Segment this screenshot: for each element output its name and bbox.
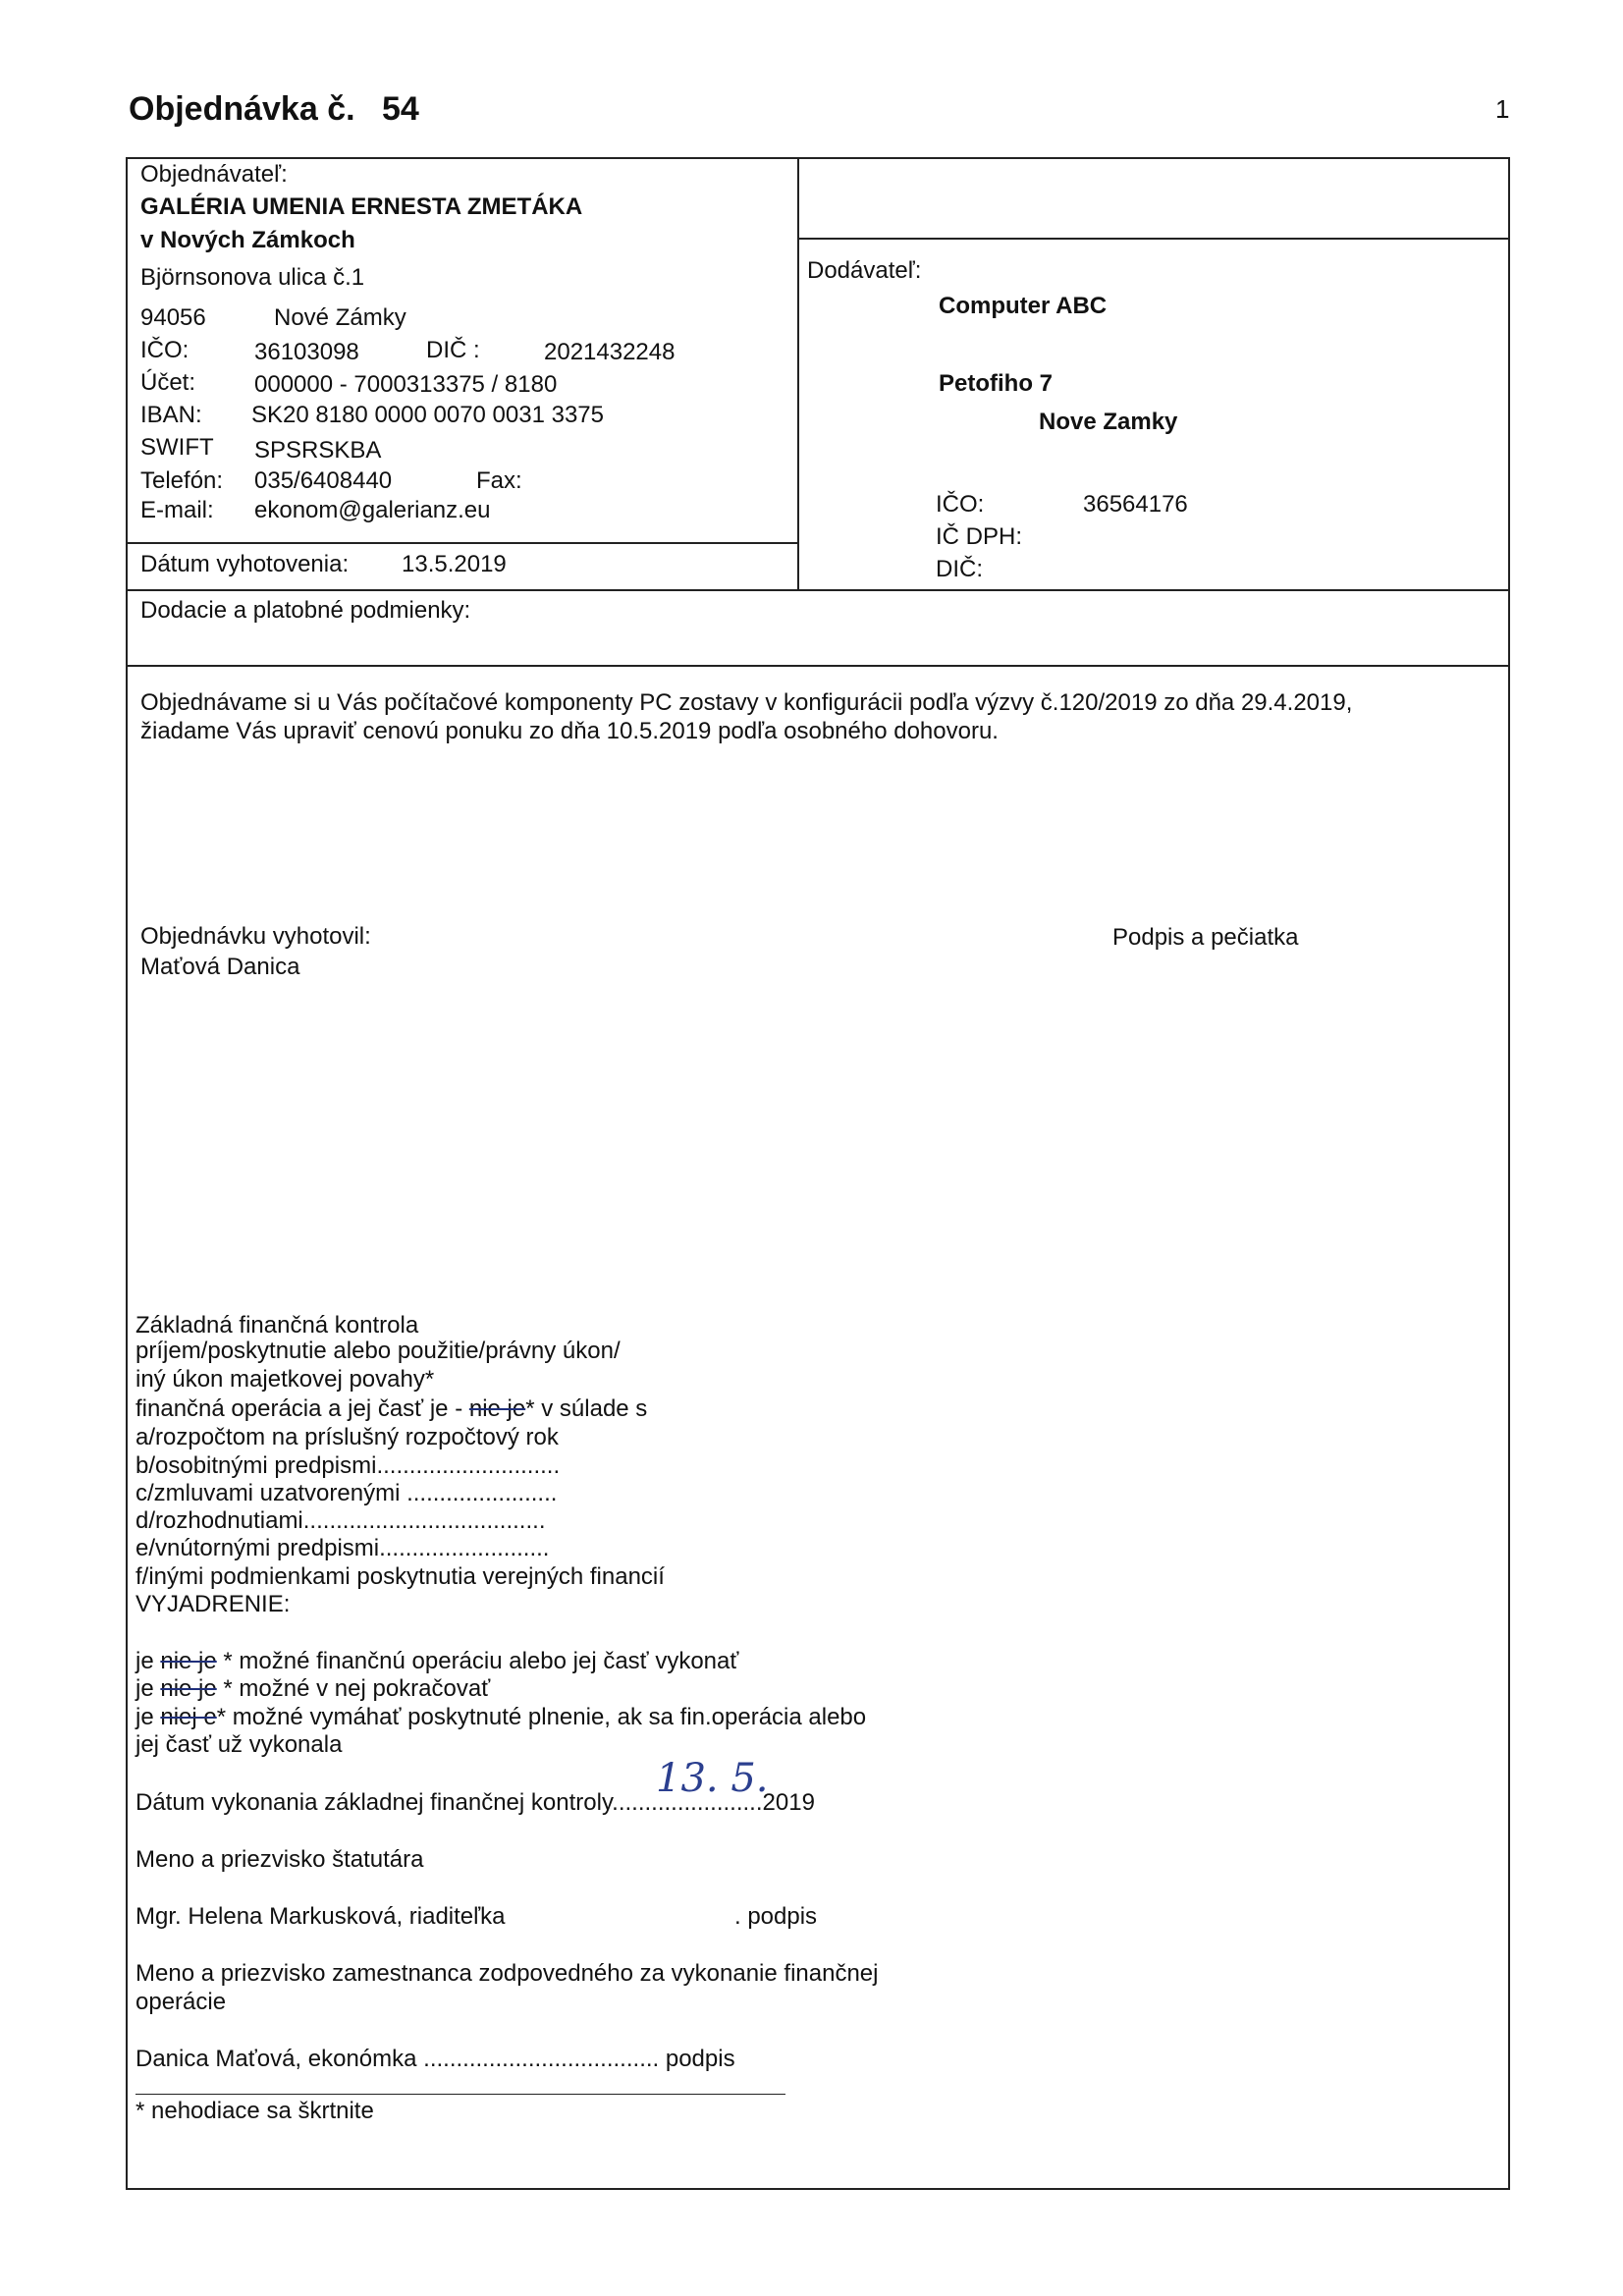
buyer-phone-label: Telefón: xyxy=(140,467,224,494)
statutory-signature: . podpis xyxy=(734,1903,818,1930)
operation-text: finančná operácia a jej časť je - xyxy=(135,1395,469,1422)
statement-1-a: je xyxy=(135,1648,161,1674)
statement-2 xyxy=(135,1675,490,1703)
buyer-iban-label: IBAN: xyxy=(140,402,202,428)
control-item-e: e/vnútornými predpismi.......................... xyxy=(135,1535,550,1561)
control-item-d: d/rozhodnutiami..................................... xyxy=(135,1507,546,1534)
control-item-b: b/osobitnými predpismi............................ xyxy=(135,1452,561,1479)
operation-struck: nie je xyxy=(468,1395,526,1422)
buyer-fax-label: Fax: xyxy=(476,467,522,494)
info-bottom-line xyxy=(126,589,1510,591)
frame-bottom xyxy=(126,2188,1510,2190)
buyer-name: GALÉRIA UMENIA ERNESTA ZMETÁKA xyxy=(140,193,583,220)
supplier-name: Computer ABC xyxy=(939,293,1108,319)
statement-3 xyxy=(135,1704,866,1731)
statement-1-struck: nie je xyxy=(160,1648,217,1674)
supplier-dic-label: DIČ: xyxy=(936,556,983,582)
issue-date: 13.5.2019 xyxy=(402,551,507,577)
terms-bottom-line xyxy=(126,665,1510,667)
supplier-ico: 36564176 xyxy=(1083,491,1188,518)
control-line-1: Základná finančná kontrola xyxy=(135,1312,419,1339)
control-item-c: c/zmluvami uzatvorenými ....................... xyxy=(135,1480,558,1506)
statement-3-continued: jej časť už vykonala xyxy=(135,1731,343,1758)
buyer-iban: SK20 8180 0000 0070 0031 3375 xyxy=(251,402,605,428)
buyer-ico: 36103098 xyxy=(254,339,359,365)
buyer-swift: SPSRSKBA xyxy=(254,437,382,464)
control-line-3: iný úkon majetkovej povahy* xyxy=(135,1366,435,1393)
control-item-a: a/rozpočtom na príslušný rozpočtový rok xyxy=(135,1424,559,1450)
statement-2-b: * možné v nej pokračovať xyxy=(216,1675,491,1702)
buyer-street: Björnsonova ulica č.1 xyxy=(140,264,365,291)
title-text: Objednávka č. xyxy=(129,90,355,128)
frame-top xyxy=(126,157,1510,159)
handwritten-date: 13. 5. xyxy=(656,1756,769,1801)
buyer-account: 000000 - 7000313375 / 8180 xyxy=(254,371,558,398)
prepared-name: Maťová Danica xyxy=(140,954,300,980)
footnote: * nehodiace sa škrtnite xyxy=(135,2098,374,2124)
statement-2-struck: nie je xyxy=(160,1675,217,1702)
statement-3-b: * možné vymáhať poskytnuté plnenie, ak sa fin.operácia alebo xyxy=(216,1704,867,1730)
employee-label-1: Meno a priezvisko zamestnanca zodpovedného za vykonanie finančnej xyxy=(135,1960,879,1987)
statement-1-b: * možné finančnú operáciu alebo jej časť vykonať xyxy=(216,1648,739,1674)
buyer-phone: 035/6408440 xyxy=(254,467,393,494)
terms-label: Dodacie a platobné podmienky: xyxy=(140,597,471,624)
column-divider xyxy=(797,157,799,589)
order-text-line-2: žiadame Vás upraviť cenovú ponuku zo dňa 10.5.2019 podľa osobného dohovoru. xyxy=(140,718,999,744)
employee-label-2: operácie xyxy=(135,1989,227,2015)
issue-date-label: Dátum vyhotovenia: xyxy=(140,551,350,577)
buyer-ico-label: IČO: xyxy=(140,337,189,363)
buyer-label: Objednávateľ: xyxy=(140,161,288,188)
page-number: 1 xyxy=(1495,94,1510,124)
statement-2-a: je xyxy=(135,1675,161,1702)
buyer-zip: 94056 xyxy=(140,304,206,331)
control-operation-line xyxy=(135,1395,647,1423)
buyer-name-2: v Nových Zámkoch xyxy=(140,227,355,253)
buyer-dic-label: DIČ : xyxy=(426,337,480,363)
supplier-street: Petofiho 7 xyxy=(939,370,1054,397)
page-title xyxy=(129,90,419,129)
buyer-city: Nové Zámky xyxy=(274,304,406,331)
control-item-f: f/inými podmienkami poskytnutia verejných financií xyxy=(135,1563,665,1590)
date-line xyxy=(126,542,797,544)
supplier-top-line xyxy=(797,238,1510,240)
statement-1 xyxy=(135,1648,738,1675)
control-date-label: Dátum vykonania základnej finančnej kontroly.......................2019 xyxy=(135,1789,815,1816)
buyer-account-label: Účet: xyxy=(140,369,196,396)
statement-3-a: je xyxy=(135,1704,161,1730)
buyer-email: ekonom@galerianz.eu xyxy=(254,497,491,523)
supplier-label: Dodávateľ: xyxy=(807,257,922,284)
footnote-divider xyxy=(135,2094,785,2095)
supplier-icdph-label: IČ DPH: xyxy=(936,523,1023,550)
buyer-dic: 2021432248 xyxy=(544,339,676,365)
statement-3-struck: niej e xyxy=(160,1704,217,1730)
frame-right xyxy=(1508,157,1510,2190)
control-line-2: príjem/poskytnutie alebo použitie/právny úkon/ xyxy=(135,1338,621,1364)
frame-left xyxy=(126,157,128,2190)
supplier-city: Nove Zamky xyxy=(1039,409,1178,435)
operation-text-end: * v súlade s xyxy=(525,1395,648,1422)
statement-heading: VYJADRENIE: xyxy=(135,1591,291,1617)
statutory-label: Meno a priezvisko štatutára xyxy=(135,1846,424,1873)
supplier-ico-label: IČO: xyxy=(936,491,985,518)
buyer-swift-label: SWIFT xyxy=(140,434,214,461)
order-number: 54 xyxy=(382,90,419,128)
signature-stamp-label: Podpis a pečiatka xyxy=(1112,924,1299,951)
buyer-email-label: E-mail: xyxy=(140,497,214,523)
prepared-label: Objednávku vyhotovil: xyxy=(140,923,371,950)
order-text-line-1: Objednávame si u Vás počítačové komponenty PC zostavy v konfigurácii podľa výzvy č.120/2019 zo dňa 29.4.2019, xyxy=(140,689,1353,716)
statutory-name: Mgr. Helena Markusková, riaditeľka xyxy=(135,1903,506,1930)
employee-name: Danica Maťová, ekonómka .................................... podpis xyxy=(135,2046,735,2072)
